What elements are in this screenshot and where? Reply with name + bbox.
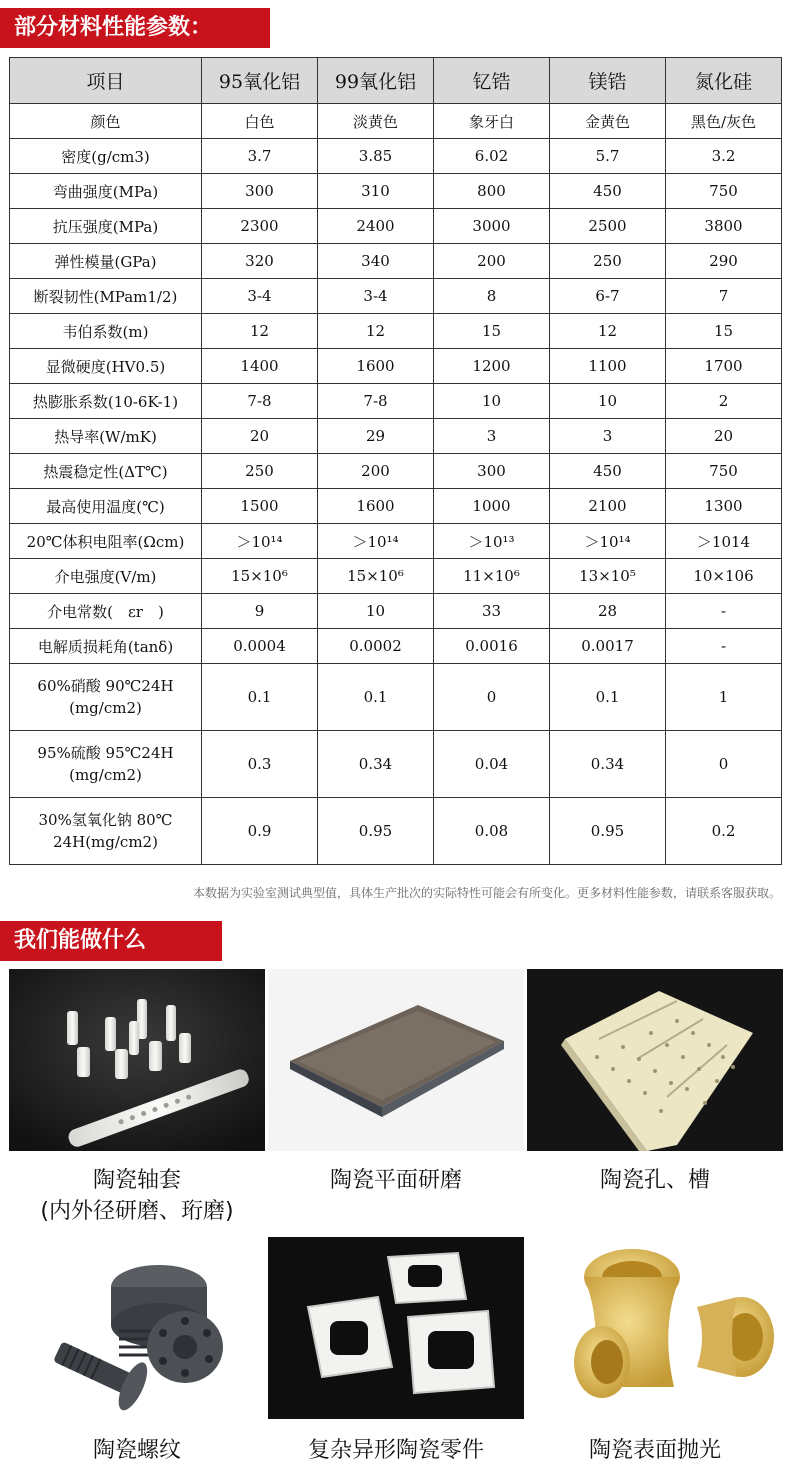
material-properties-table (9, 57, 782, 865)
ceramic-thread-photo (9, 1237, 265, 1419)
header-cell: 99氧化铝 (318, 58, 434, 104)
value-cell: 2500 (550, 209, 666, 244)
value-cell: 1600 (318, 489, 434, 524)
value-cell: 310 (318, 174, 434, 209)
row-label-cell: 颜色 (10, 104, 202, 139)
row-label-cell (10, 798, 202, 865)
row-label-line1: 30%氢氧化钠 80℃ (38, 811, 173, 829)
row-label-line2: (mg/cm2) (69, 766, 142, 784)
value-cell: 6.02 (434, 139, 550, 174)
gallery-item-thread (9, 1237, 265, 1466)
value-cell: 750 (666, 174, 782, 209)
row-label-cell (10, 731, 202, 798)
table-row (10, 731, 782, 798)
value-cell: 9 (202, 594, 318, 629)
value-cell: 1100 (550, 349, 666, 384)
value-cell: 12 (318, 314, 434, 349)
table-row (10, 174, 782, 209)
row-label-cell: 抗压强度(MPa) (10, 209, 202, 244)
value-cell: 290 (666, 244, 782, 279)
value-cell: 象牙白 (434, 104, 550, 139)
value-cell: ＞10¹⁴ (202, 524, 318, 559)
value-cell: 1200 (434, 349, 550, 384)
value-cell: 0.0002 (318, 629, 434, 664)
table-row (10, 664, 782, 731)
value-cell: 7-8 (202, 384, 318, 419)
value-cell: 3-4 (202, 279, 318, 314)
gallery-caption: 陶瓷平面研磨 (329, 1168, 462, 1193)
value-cell: 12 (550, 314, 666, 349)
value-cell: 0.3 (202, 731, 318, 798)
polished-ceramic-photo (527, 1237, 783, 1419)
value-cell: 1700 (666, 349, 782, 384)
value-cell: 0.34 (550, 731, 666, 798)
table-row (10, 629, 782, 664)
table-row (10, 798, 782, 865)
row-label-cell: 弯曲强度(MPa) (10, 174, 202, 209)
value-cell: 0.1 (318, 664, 434, 731)
row-label-cell: 显微硬度(HV0.5) (10, 349, 202, 384)
ceramic-bushing-photo (9, 969, 265, 1151)
value-cell: 33 (434, 594, 550, 629)
table-row (10, 244, 782, 279)
value-cell: 1000 (434, 489, 550, 524)
table-row (10, 419, 782, 454)
row-label-line2: (mg/cm2) (69, 699, 142, 717)
gallery-item-complex-parts (268, 1237, 524, 1466)
value-cell: 0.95 (550, 798, 666, 865)
value-cell: 2 (666, 384, 782, 419)
row-label-line2: 24H(mg/cm2) (53, 833, 158, 851)
value-cell: - (666, 594, 782, 629)
row-label-cell (10, 664, 202, 731)
section-title-capabilities: 我们能做什么 (0, 921, 222, 961)
table-row (10, 349, 782, 384)
footnote: 本数据为实验室测试典型值，具体生产批次的实际特性可能会有所变化。更多材料性能参数，请联系客服获取。 (192, 886, 781, 900)
value-cell: - (666, 629, 782, 664)
gallery-caption-sub: (内外径研磨、珩磨) (40, 1199, 234, 1224)
value-cell: 0.2 (666, 798, 782, 865)
value-cell: 0.1 (202, 664, 318, 731)
value-cell: 10 (434, 384, 550, 419)
table-row (10, 139, 782, 174)
value-cell: 340 (318, 244, 434, 279)
table-row (10, 314, 782, 349)
value-cell: 0 (434, 664, 550, 731)
value-cell: 10 (550, 384, 666, 419)
row-label-cell: 介电强度(V/m) (10, 559, 202, 594)
value-cell: 黑色/灰色 (666, 104, 782, 139)
gallery-caption: 陶瓷螺纹 (92, 1438, 181, 1463)
gallery-caption: 陶瓷表面抛光 (588, 1438, 721, 1463)
value-cell: 8 (434, 279, 550, 314)
table-header-row (10, 58, 782, 104)
value-cell: 10×106 (666, 559, 782, 594)
value-cell: 0.9 (202, 798, 318, 865)
row-label-line1: 95%硫酸 95℃24H (37, 744, 174, 762)
value-cell: 3000 (434, 209, 550, 244)
row-label-cell: 热震稳定性(ΔT℃) (10, 454, 202, 489)
value-cell: 250 (550, 244, 666, 279)
gallery-item-bushing (9, 969, 265, 1227)
value-cell: 0.95 (318, 798, 434, 865)
value-cell: 0 (666, 731, 782, 798)
value-cell: 1 (666, 664, 782, 731)
value-cell: 0.0004 (202, 629, 318, 664)
table-row (10, 104, 782, 139)
value-cell: 2300 (202, 209, 318, 244)
value-cell: 20 (202, 419, 318, 454)
value-cell: 0.0016 (434, 629, 550, 664)
gallery-item-polishing (527, 1237, 783, 1466)
header-cell: 95氧化铝 (202, 58, 318, 104)
value-cell: 250 (202, 454, 318, 489)
value-cell: 白色 (202, 104, 318, 139)
row-label-cell: 韦伯系数(m) (10, 314, 202, 349)
gallery-caption: 复杂异形陶瓷零件 (307, 1438, 484, 1463)
value-cell: ＞1014 (666, 524, 782, 559)
value-cell: 1400 (202, 349, 318, 384)
ceramic-plate-photo (268, 969, 524, 1151)
value-cell: 7-8 (318, 384, 434, 419)
value-cell: 金黄色 (550, 104, 666, 139)
value-cell: 450 (550, 174, 666, 209)
value-cell: 2100 (550, 489, 666, 524)
value-cell: 15×10⁶ (202, 559, 318, 594)
header-cell: 镁锆 (550, 58, 666, 104)
value-cell: 200 (434, 244, 550, 279)
value-cell: ＞10¹⁴ (318, 524, 434, 559)
value-cell: 15 (666, 314, 782, 349)
table-row (10, 559, 782, 594)
value-cell: 450 (550, 454, 666, 489)
row-label-line1: 60%硝酸 90℃24H (37, 677, 174, 695)
value-cell: 6-7 (550, 279, 666, 314)
gallery-caption: 陶瓷轴套 (92, 1168, 181, 1193)
value-cell: 1300 (666, 489, 782, 524)
value-cell: 0.34 (318, 731, 434, 798)
value-cell: 3 (550, 419, 666, 454)
value-cell: 淡黄色 (318, 104, 434, 139)
table-row (10, 524, 782, 559)
value-cell: 300 (434, 454, 550, 489)
row-label-cell: 介电常数( εr ) (10, 594, 202, 629)
value-cell: 3.85 (318, 139, 434, 174)
value-cell: 15×10⁶ (318, 559, 434, 594)
value-cell: 29 (318, 419, 434, 454)
gallery-item-holes-slots (527, 969, 783, 1196)
table-row (10, 209, 782, 244)
complex-parts-photo (268, 1237, 524, 1419)
value-cell: 3.2 (666, 139, 782, 174)
value-cell: 2400 (318, 209, 434, 244)
row-label-cell: 最高使用温度(℃) (10, 489, 202, 524)
header-cell: 项目 (10, 58, 202, 104)
row-label-cell: 电解质损耗角(tanδ) (10, 629, 202, 664)
value-cell: ＞10¹⁴ (550, 524, 666, 559)
value-cell: 15 (434, 314, 550, 349)
value-cell: 7 (666, 279, 782, 314)
row-label-cell: 断裂韧性(MPam1/2) (10, 279, 202, 314)
row-label-cell: 热导率(W/mK) (10, 419, 202, 454)
row-label-cell: 密度(g/cm3) (10, 139, 202, 174)
value-cell: 12 (202, 314, 318, 349)
table-row (10, 454, 782, 489)
row-label-cell: 热膨胀系数(10-6K-1) (10, 384, 202, 419)
row-label-cell: 弹性模量(GPa) (10, 244, 202, 279)
value-cell: 0.0017 (550, 629, 666, 664)
value-cell: 11×10⁶ (434, 559, 550, 594)
value-cell: 0.08 (434, 798, 550, 865)
gallery-item-flat-grinding (268, 969, 524, 1196)
section-title-material-params: 部分材料性能参数： (0, 8, 270, 48)
value-cell: ＞10¹³ (434, 524, 550, 559)
header-cell: 氮化硅 (666, 58, 782, 104)
value-cell: 1600 (318, 349, 434, 384)
table-row (10, 594, 782, 629)
value-cell: 13×10⁵ (550, 559, 666, 594)
gallery-caption: 陶瓷孔、槽 (599, 1168, 710, 1193)
value-cell: 800 (434, 174, 550, 209)
ceramic-holes-photo (527, 969, 783, 1151)
value-cell: 3-4 (318, 279, 434, 314)
value-cell: 10 (318, 594, 434, 629)
value-cell: 1500 (202, 489, 318, 524)
value-cell: 750 (666, 454, 782, 489)
row-label-cell: 20℃体积电阻率(Ωcm) (10, 524, 202, 559)
value-cell: 5.7 (550, 139, 666, 174)
value-cell: 300 (202, 174, 318, 209)
value-cell: 20 (666, 419, 782, 454)
table-row (10, 489, 782, 524)
value-cell: 320 (202, 244, 318, 279)
value-cell: 3 (434, 419, 550, 454)
header-cell: 钇锆 (434, 58, 550, 104)
value-cell: 0.04 (434, 731, 550, 798)
value-cell: 28 (550, 594, 666, 629)
table-row (10, 384, 782, 419)
value-cell: 0.1 (550, 664, 666, 731)
value-cell: 3800 (666, 209, 782, 244)
value-cell: 200 (318, 454, 434, 489)
table-row (10, 279, 782, 314)
value-cell: 3.7 (202, 139, 318, 174)
